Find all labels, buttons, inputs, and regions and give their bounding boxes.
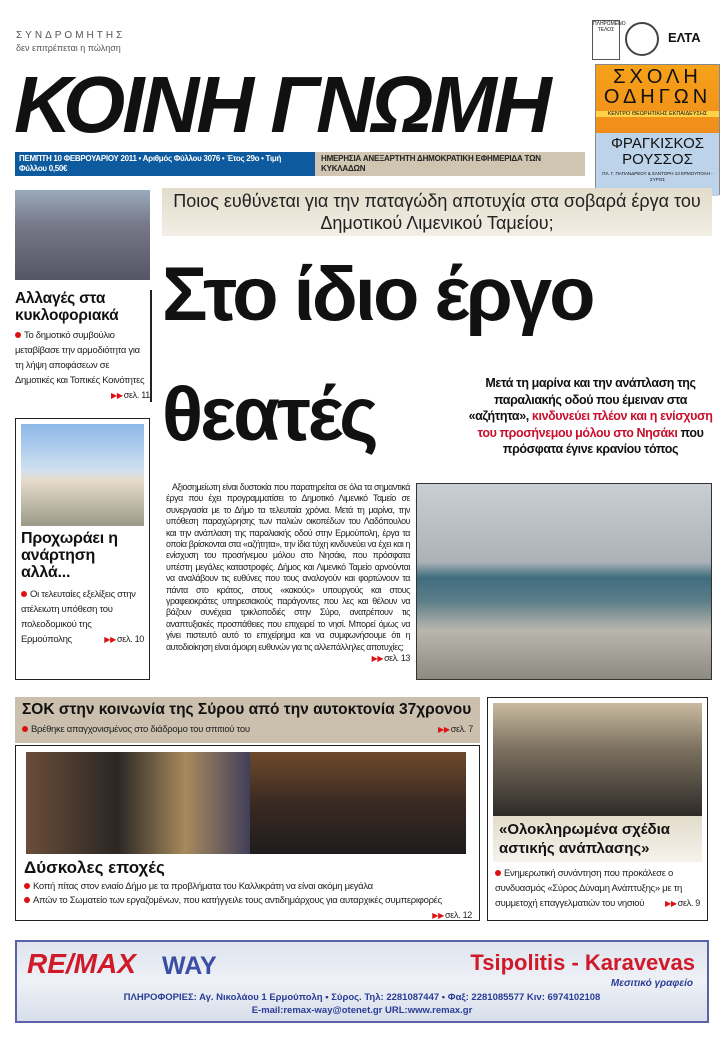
page-ref[interactable]: ▶▶σελ. 11 <box>110 390 150 400</box>
remax-ad[interactable] <box>15 940 709 1023</box>
ad-name1: ΦΡΑΓΚΙΣΚΟΣ <box>610 135 705 152</box>
pita-photo <box>26 752 254 854</box>
story-text: Ενημερωτική συνάντηση που προκάλεσε ο συνδυασμός «Σύρος Δύναμη Ανάπτυξης» με τη συμμετοχή επαγγελματιών του νησιού <box>495 868 683 909</box>
lead-body: Αξιοσημείωτη είναι δυστοκία που παρατηρείται σε όλα τα σημαντικά έργα που έχει προγραμματίσει το Δημοτικό Λιμενικό Ταμείο σε συνεργασία με το Δήμο τα τελευταία χρόνια. Μετά τη μαρίνα, την υπόθεση παραχώρησης των παλιών οικοπέδων του Λαδόπουλου και την ανάπλαση της παραλιακής οδού στην Ερμούπολη, έργα τα οποία βρίσκονται στα «αζήτητα», την ίδια τύχη κινδυνεύει να έχει και η ενίσχυση του προσήνεμου μόλου στο Νησάκι, που πρόσφατα υπέστη μεγάλες καταστροφές. Δήμος και Λιμενικό Ταμείο αρνούνται να αναλάβουν τις ευθύνες που τους αναλογούν και φορτώνουν τα πάντα στο κράτος, στους «κακούς» υπουργούς και στους γραφειοκράτες υπηρεσιακούς παράγοντες που λες και θέλουν να βάζουν συνέχεια τρικλοποδιές στην Σύρο, ανατρέπουν τις αναπτυξιακές προσπάθειες που επιχειρεί το νησί. Μπορεί όμως να γίνει πιστευτό αυτό το επιχείρημα και να συμφωνήσουμε ότι η αυτοδιοίκηση είναι άμοιρη ευθυνών για τις αλλεπάλληλες αποτυχίες; ▶▶σελ. 13 <box>166 482 410 664</box>
section-title[interactable]: ΣΟΚ στην κοινωνία της Σύρου από την αυτοκτονία 37χρονου <box>22 701 472 718</box>
agency-sub: Μεσιτικό γραφείο <box>610 978 693 989</box>
driving-school-ad[interactable] <box>595 64 720 195</box>
agency-contact[interactable]: E-mail:remax-way@otenet.gr URL:www.remax.gr <box>251 1005 473 1016</box>
bullet-icon <box>24 897 30 903</box>
agency-name: Tsipolitis - Karavevas <box>470 950 695 975</box>
page-ref[interactable]: ▶▶σελ. 12 <box>432 910 472 920</box>
town-photo <box>21 424 144 526</box>
date-line: ΠΕΜΠΤΗ 10 ΦΕΒΡΟΥΑΡΙΟΥ 2011 • Αριθμός Φύλλου 3076 • Έτος 29ο • Τιμή Φύλλου 0,50€ <box>15 152 315 176</box>
harbor-photo <box>416 483 712 680</box>
lead-deck: Μετά τη μαρίνα και την ανάπλαση της παραλιακής οδού που έμειναν στα «αζήτητα», κινδυνεύει πλέον και η ενίσχυση του προσήνεμου μόλου στο Νησάκι που πρόσφατα έγινε κρανίου τόπος <box>468 376 713 456</box>
bullet-icon <box>21 591 27 597</box>
masthead: ΚΟΙΝΗ ΓΝΩΜΗ <box>14 60 549 149</box>
story-box-pita[interactable] <box>15 745 480 921</box>
page-ref[interactable]: ▶▶σελ. 9 <box>665 898 700 908</box>
story-bullet: Απών το Σωματείο των εργαζομένων, που κατήγγειλε τους αντιδημάρχους για αυταρχικές συμπεριφορές <box>33 895 442 906</box>
section-bar[interactable] <box>15 697 480 743</box>
story-title[interactable]: Αλλαγές στα κυκλοφοριακά <box>15 290 119 324</box>
remax-logo: RE/MAX <box>27 948 136 979</box>
divider <box>150 290 152 402</box>
bullet-icon <box>15 332 21 338</box>
stamp-text: ΠΛΗΡΩΜΕΝΟ ΤΕΛΟΣ <box>593 21 626 33</box>
story-bullet: Κοπή πίτας στον ενιαίο Δήμο με τα προβλήματα του Καλλικράτη να είναι ακόμη μεγάλα <box>33 881 373 892</box>
tagline: ΗΜΕΡΗΣΙΑ ΑΝΕΞΑΡΤΗΤΗ ΔΗΜΟΚΡΑΤΙΚΗ ΕΦΗΜΕΡΙΔΑ ΤΩΝ ΚΥΚΛΑΔΩΝ <box>315 152 585 176</box>
ad-address: ΠΛ. Γ. ΠΑΠΑΝΔΡΕΟΥ & ΣΑΝΤΟΡΗ 13 ΕΡΜΟΥΠΟΛΗ - ΣΥΡΟΣ <box>602 171 713 182</box>
bullet-icon <box>22 726 28 732</box>
headline-line1[interactable]: Στο ίδιο έργο <box>162 252 593 337</box>
story-title[interactable]: Δύσκολες εποχές <box>24 858 165 877</box>
story-box-planning[interactable] <box>15 418 150 680</box>
date-bar <box>15 152 585 176</box>
section-bullet: Βρέθηκε απαγχονισμένος στο διάδρομο του σπιτιού του <box>31 724 250 735</box>
ad-name2: ΡΟΥΣΣΟΣ <box>622 151 693 168</box>
subscriber-label: ΣΥΝΔΡΟΜΗΤΗΣ <box>16 30 126 41</box>
story-text: Το δημοτικό συμβούλιο μεταβίβασε την αρμοδιότητα για τη λήψη αποφάσεων σε Δημοτικές και Τοπικές Κοινότητες <box>15 330 145 386</box>
ad-line1: ΣΧΟΛΗ <box>613 66 702 88</box>
not-for-sale-label: δεν επιτρέπεται η πώληση <box>16 43 121 53</box>
story-title[interactable]: «Ολοκληρωμένα σχέδια αστικής ανάπλασης» <box>493 816 702 862</box>
page-ref[interactable]: ▶▶σελ. 7 <box>438 724 473 734</box>
seal-icon <box>625 22 659 56</box>
lead-kicker: Ποιος ευθύνεται για την παταγώδη αποτυχία στα σοβαρά έργα του Δημοτικού Λιμενικού Ταμείου; <box>162 188 712 236</box>
traffic-photo <box>15 190 150 280</box>
ad-line2: ΟΔΗΓΩΝ <box>603 86 712 108</box>
postage-stamp <box>592 20 626 60</box>
story-box-urban[interactable] <box>487 697 708 921</box>
ad-line3: ΚΕΝΤΡΟ ΘΕΩΡΗΤΙΚΗΣ ΕΚΠΑΙΔΕΥΣΗΣ <box>596 111 719 117</box>
story-title[interactable]: Προχωράει η ανάρτηση αλλά... <box>21 530 118 581</box>
meeting-photo <box>493 703 702 816</box>
audience-photo <box>250 752 466 854</box>
page-ref[interactable]: ▶▶σελ. 13 <box>371 653 410 664</box>
headline-line2[interactable]: θεατές <box>162 372 376 457</box>
story-text: Οι τελευταίες εξελίξεις στην ατέλειωτη υπόθεση του πολεοδομικού της Ερμούπολης <box>21 589 136 645</box>
bullet-icon <box>24 883 30 889</box>
page-ref[interactable]: ▶▶σελ. 10 <box>104 634 144 644</box>
story-traffic[interactable] <box>15 290 150 403</box>
elta-logo: ΕΛΤΑ <box>668 30 701 45</box>
way-label: WAY <box>162 952 217 980</box>
agency-info: ΠΛΗΡΟΦΟΡΙΕΣ: Αγ. Νικολάου 1 Ερμούπολη • Σύρος. Τηλ: 2281087447 • Φαξ: 2281085577 Κιν: 6974102108 <box>123 992 601 1003</box>
bullet-icon <box>495 870 501 876</box>
